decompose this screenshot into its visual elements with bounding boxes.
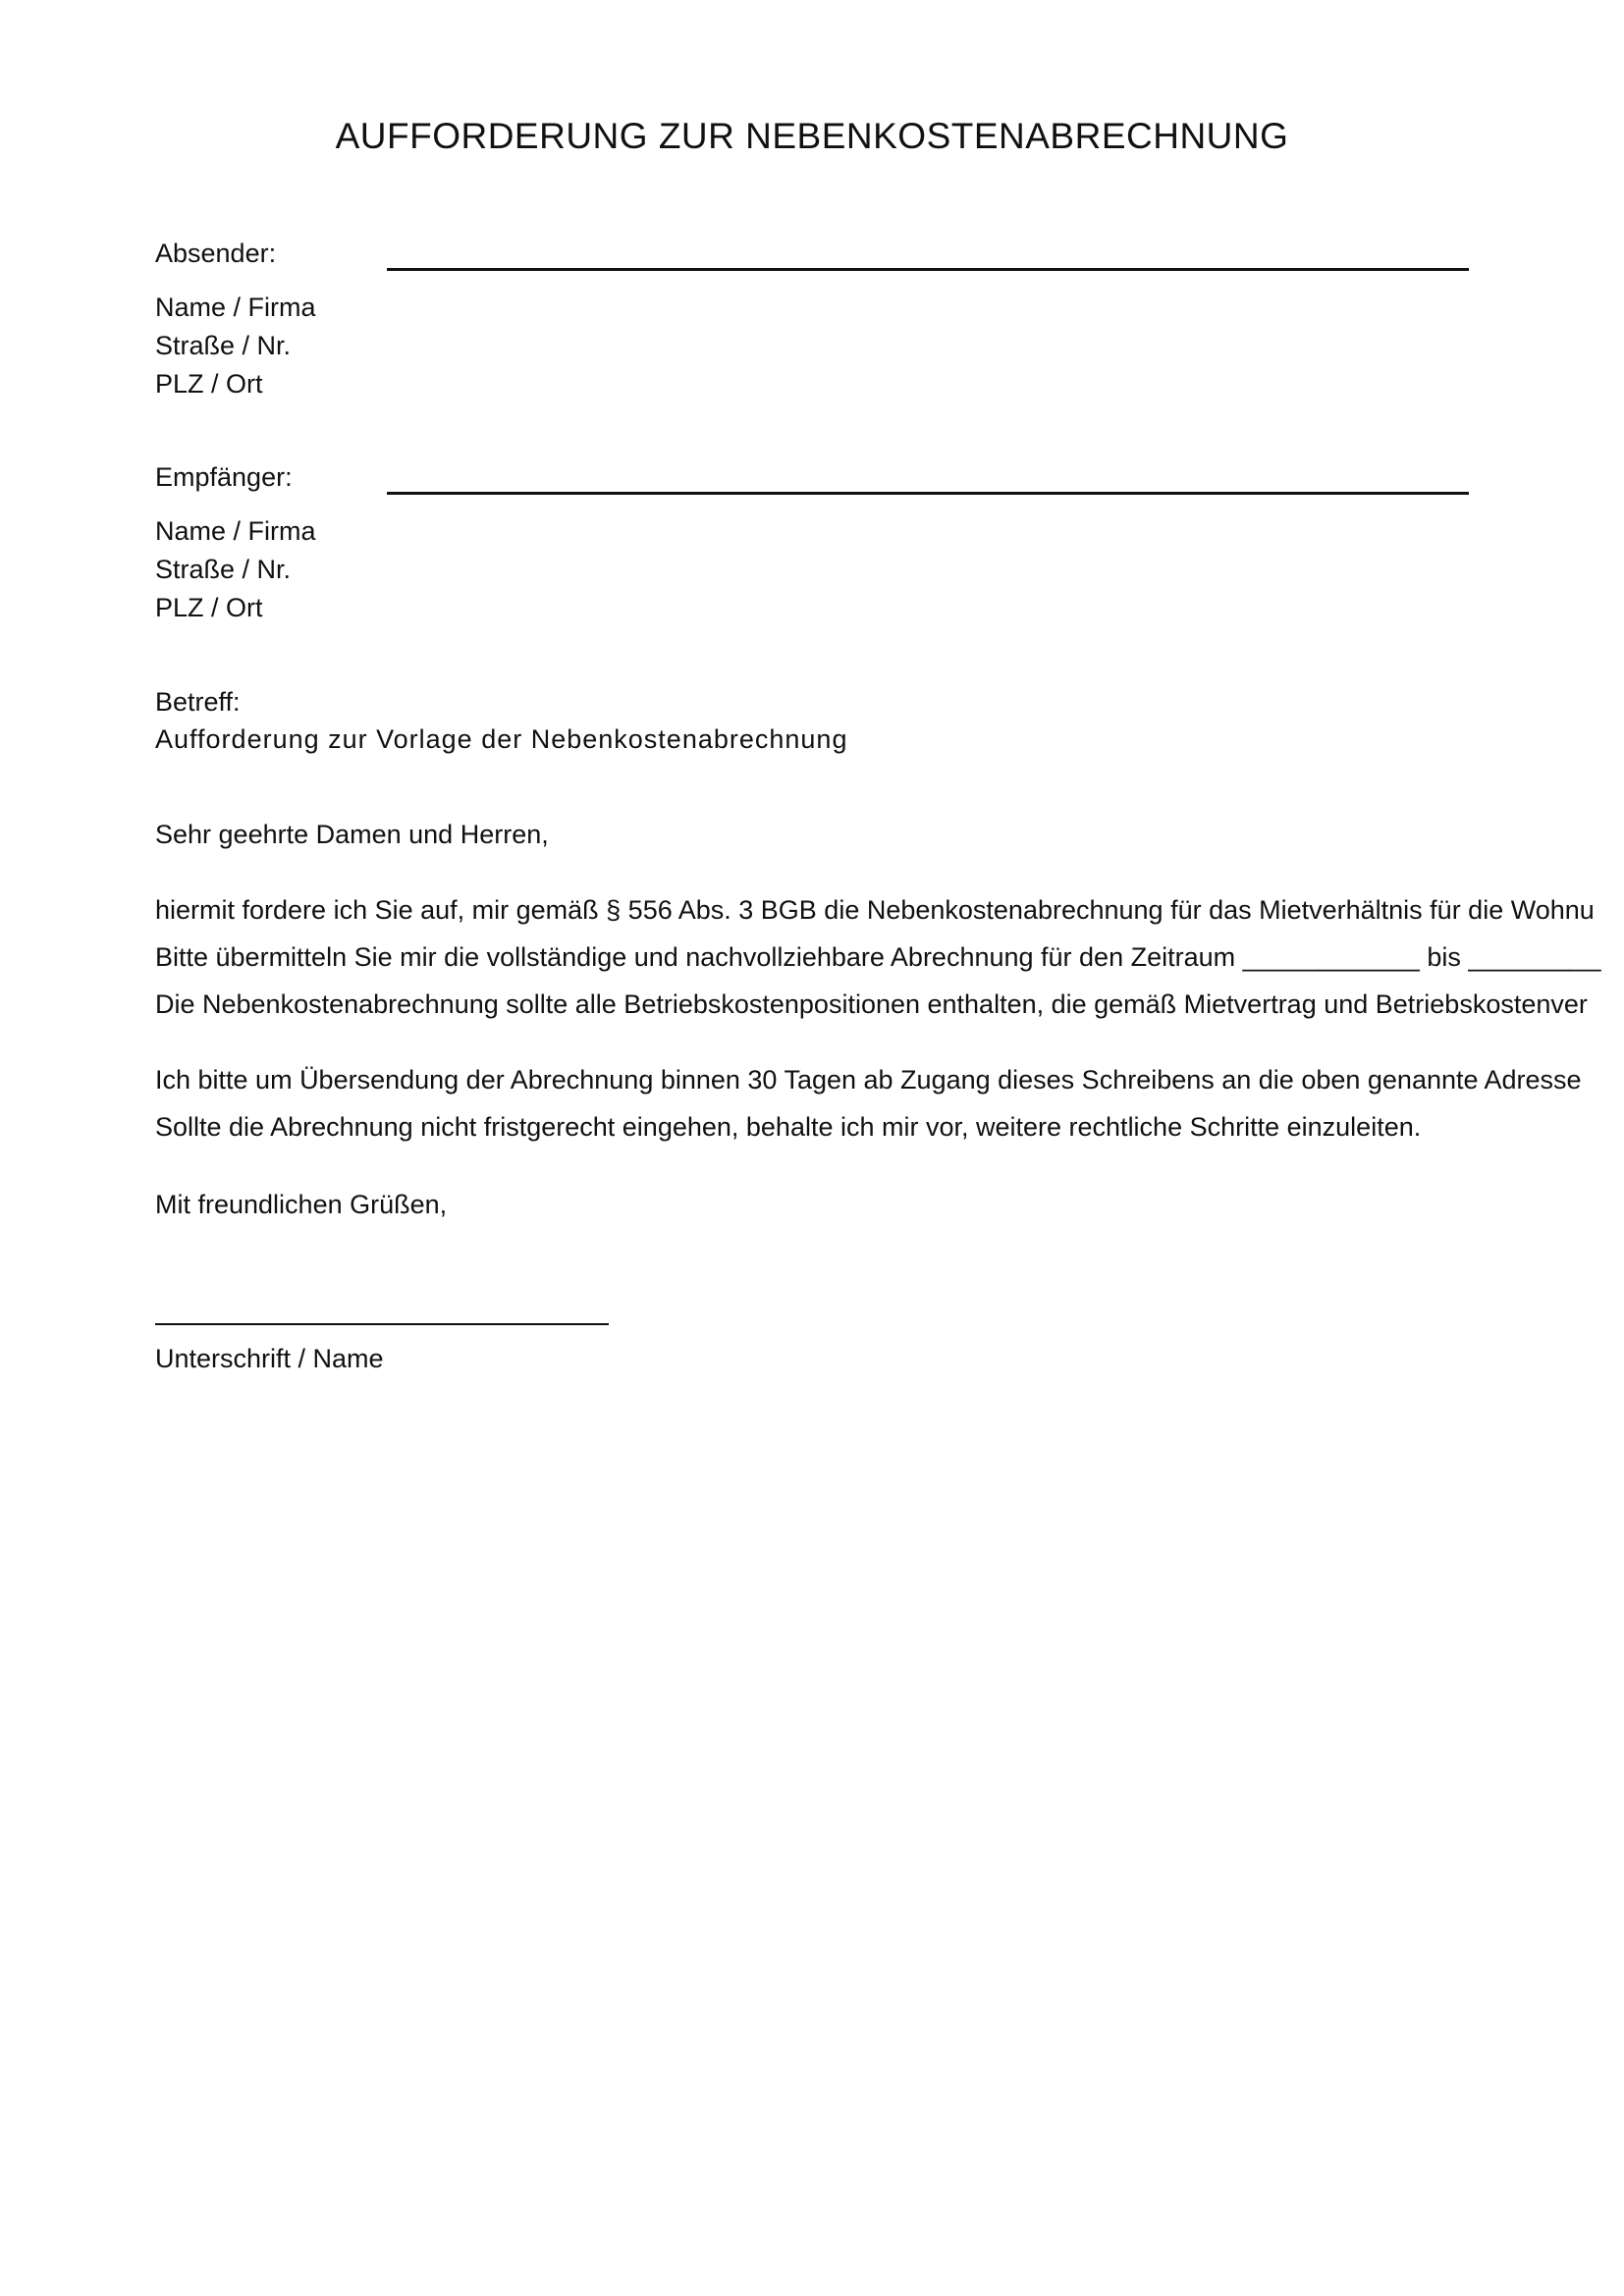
signature-line xyxy=(155,1323,609,1325)
signature-label: Unterschrift / Name xyxy=(155,1344,384,1373)
sender-name-line: Name / Firma xyxy=(155,293,316,322)
sender-label: Absender: xyxy=(155,239,277,268)
paragraph-line: Sollte die Abrechnung nicht fristgerecht eingehen, behalte ich mir vor, weitere rechtliche Schritte einzuleiten. xyxy=(155,1112,1422,1142)
sender-street-line: Straße / Nr. xyxy=(155,331,292,360)
document-title: AUFFORDERUNG ZUR NEBENKOSTENABRECHNUNG xyxy=(335,116,1289,156)
recipient-fill-line xyxy=(387,492,1469,495)
paragraph-line: Ich bitte um Übersendung der Abrechnung binnen 30 Tagen ab Zugang dieses Schreibens an die oben genannte Adresse xyxy=(155,1065,1582,1095)
sender-city-line: PLZ / Ort xyxy=(155,369,263,399)
recipient-street-line: Straße / Nr. xyxy=(155,555,292,584)
salutation: Sehr geehrte Damen und Herren, xyxy=(155,820,549,849)
recipient-label: Empfänger: xyxy=(155,462,293,492)
paragraph-line: Bitte übermitteln Sie mir die vollständige und nachvollziehbare Abrechnung für den Zeitraum ____________ bis _________ xyxy=(155,942,1601,972)
subject-text: Aufforderung zur Vorlage der Nebenkostenabrechnung xyxy=(155,724,848,754)
recipient-city-line: PLZ / Ort xyxy=(155,593,263,622)
sender-fill-line xyxy=(387,268,1469,271)
subject-label: Betreff: xyxy=(155,687,241,717)
paragraph-line: Die Nebenkostenabrechnung sollte alle Betriebskostenpositionen enthalten, die gemäß Mietvertrag und Betriebskostenver xyxy=(155,989,1588,1019)
recipient-name-line: Name / Firma xyxy=(155,516,316,546)
paragraph-line: hiermit fordere ich Sie auf, mir gemäß § 556 Abs. 3 BGB die Nebenkostenabrechnung für das Mietverhältnis für die Wohnu xyxy=(155,895,1595,925)
closing-greeting: Mit freundlichen Grüßen, xyxy=(155,1190,448,1219)
